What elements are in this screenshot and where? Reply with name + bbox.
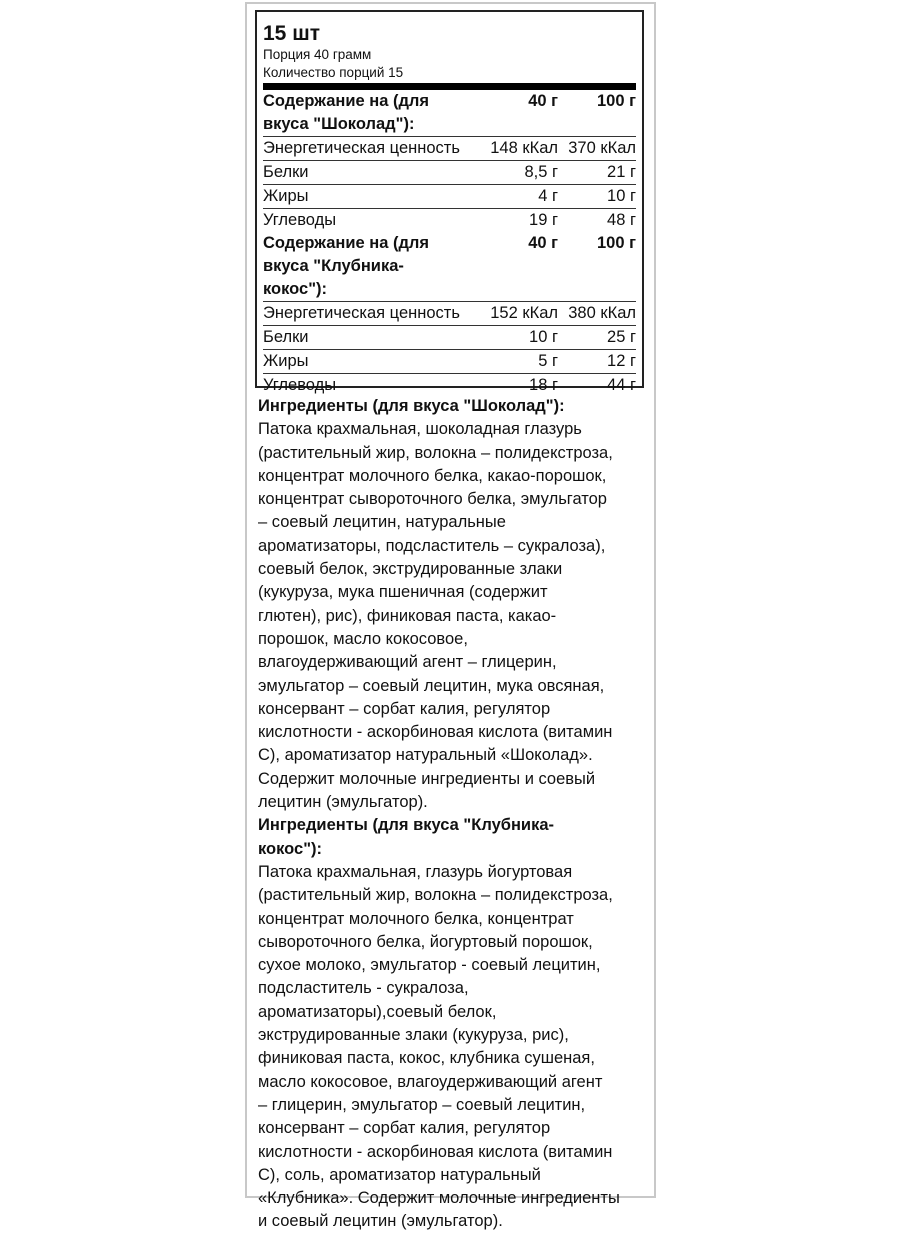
- ingredients-text-line: (растительный жир, волокна – полидекстроза,: [258, 443, 613, 462]
- ingredients-text-line: сывороточного белка, йогуртовый порошок,: [258, 932, 593, 951]
- ingredients-text-line: порошок, масло кокосовое,: [258, 629, 468, 648]
- nutrient-name: Белки: [263, 326, 473, 350]
- nutrition-facts-box: [255, 10, 644, 394]
- ingredients-text-line: консервант – сорбат калия, регулятор: [258, 699, 551, 718]
- per-40g-value: 148 кКал: [473, 137, 558, 161]
- ingredients-heading: Ингредиенты (для вкуса "Шоколад"):: [258, 397, 565, 415]
- per-100g-value: 370 кКал: [558, 137, 636, 161]
- per-100g-value: 44 г: [607, 376, 636, 394]
- ingredients-section: [258, 395, 648, 1234]
- ingredients-heading: Ингредиенты (для вкуса "Клубника-: [258, 816, 555, 835]
- per-100g-header: 100 г: [558, 232, 636, 302]
- ingredients-text-line: – соевый лецитин, натуральные: [258, 513, 506, 532]
- nutrient-name: Жиры: [263, 185, 473, 209]
- nutrient-row: [263, 209, 636, 233]
- ingredients-text-line: ароматизаторы),соевый белок,: [258, 1002, 497, 1021]
- ingredients-text-line: и соевый лецитин (эмульгатор).: [258, 1212, 503, 1231]
- nutrient-name: Углеводы: [263, 211, 337, 229]
- nutrient-name: Белки: [263, 161, 473, 185]
- portion-size: Порция 40 грамм: [263, 47, 372, 62]
- nutrient-row: [263, 185, 636, 209]
- ingredients-text-line: экструдированные злаки (кукуруза, рис),: [258, 1026, 569, 1045]
- ingredients-text-line: (кукуруза, мука пшеничная (содержит: [258, 583, 548, 602]
- per-100g-value: 48 г: [607, 211, 636, 229]
- ingredients-text-line: масло кокосовое, влагоудерживающий агент: [258, 1072, 603, 1091]
- flavor-header: Содержание на (для вкуса "Шоколад"):: [263, 90, 473, 137]
- per-40g-value: 10 г: [473, 326, 558, 350]
- ingredients-text-line: соевый белок, экструдированные злаки: [258, 560, 563, 579]
- per-100g-value: 25 г: [558, 326, 636, 350]
- ingredients-text-line: ароматизаторы, подсластитель – сукралоза),: [258, 536, 606, 555]
- per-40g-header: 40 г: [473, 90, 558, 137]
- per-100g-value: 12 г: [558, 350, 636, 374]
- ingredients-text-line: – глицерин, эмульгатор – соевый лецитин,: [258, 1095, 586, 1114]
- ingredients-text-line: концентрат сывороточного белка, эмульгатор: [258, 490, 607, 509]
- nutrient-row: [263, 326, 636, 350]
- ingredients-text-line: С), соль, ароматизатор натуральный: [258, 1165, 541, 1184]
- ingredients-text-line: «Клубника». Содержит молочные ингредиенты: [258, 1189, 620, 1208]
- ingredients-text-line: Патока крахмальная, шоколадная глазурь: [258, 420, 582, 439]
- ingredients-text-line: кислотности - аскорбиновая кислота (витамин: [258, 723, 613, 742]
- nutrient-row: [263, 161, 636, 185]
- per-40g-value: 152 кКал: [473, 302, 558, 326]
- nutrient-name: Жиры: [263, 350, 473, 374]
- nutrient-name: Углеводы: [263, 376, 337, 394]
- nutrient-name: Энергетическая ценность: [263, 302, 473, 326]
- ingredients-text-line: глютен), рис), финиковая паста, какао-: [258, 606, 557, 625]
- nutrition-table: [263, 90, 636, 397]
- ingredients-text-line: Содержит молочные ингредиенты и соевый: [258, 769, 596, 788]
- ingredients-text-line: подсластитель - сукралоза,: [258, 979, 469, 998]
- ingredients-text-line: кислотности - аскорбиновая кислота (витамин: [258, 1142, 613, 1161]
- ingredients-text-line: концентрат молочного белка, концентрат: [258, 909, 574, 928]
- ingredients-text-line: финиковая паста, кокос, клубника сушеная,: [258, 1049, 595, 1068]
- ingredients-text-line: консервант – сорбат калия, регулятор: [258, 1119, 551, 1138]
- per-40g-value: 18 г: [529, 376, 558, 394]
- ingredients-heading: кокос"):: [258, 839, 323, 858]
- nutrient-name: Энергетическая ценность: [263, 137, 473, 161]
- ingredients-text-line: сухое молоко, эмульгатор - соевый лецитин,: [258, 956, 601, 975]
- ingredients-text-line: (растительный жир, волокна – полидекстроза,: [258, 886, 613, 905]
- servings-count: Количество порций 15: [263, 65, 404, 80]
- ingredients-text-line: Патока крахмальная, глазурь йогуртовая: [258, 862, 573, 881]
- nutrient-row: [263, 350, 636, 374]
- flavor-header-row: [263, 90, 636, 137]
- flavor-header: Содержание на (для вкуса "Клубника- кокос"):: [263, 232, 473, 302]
- nutrient-row: [263, 137, 636, 161]
- per-40g-value: 8,5 г: [473, 161, 558, 185]
- ingredients-text-line: концентрат молочного белка, какао-порошок,: [258, 466, 607, 485]
- per-40g-header: 40 г: [473, 232, 558, 302]
- divider-bar: [263, 83, 636, 90]
- ingredients-text-line: эмульгатор – соевый лецитин, мука овсяная,: [258, 676, 605, 695]
- per-100g-value: 380 кКал: [558, 302, 636, 326]
- per-40g-value: 4 г: [473, 185, 558, 209]
- per-100g-value: 21 г: [558, 161, 636, 185]
- per-40g-value: 5 г: [473, 350, 558, 374]
- nutrient-row: [263, 302, 636, 326]
- nutrient-row: [263, 374, 636, 398]
- per-40g-value: 19 г: [529, 211, 558, 229]
- per-100g-value: 10 г: [558, 185, 636, 209]
- ingredients-text-line: С), ароматизатор натуральный «Шоколад».: [258, 746, 593, 765]
- per-100g-header: 100 г: [558, 90, 636, 137]
- package-count: 15 шт: [263, 22, 320, 45]
- flavor-header-row: [263, 232, 636, 302]
- ingredients-text-line: лецитин (эмульгатор).: [258, 793, 428, 812]
- ingredients-text-line: влагоудерживающий агент – глицерин,: [258, 653, 557, 672]
